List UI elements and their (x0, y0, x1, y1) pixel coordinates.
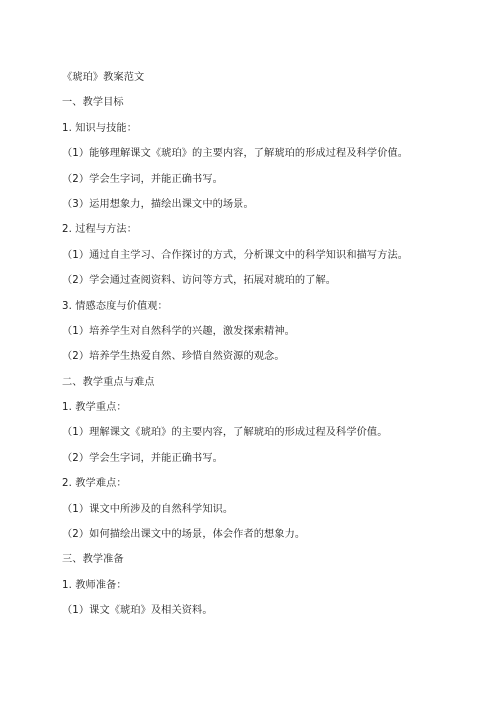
section-heading-focus-difficulty: 二、教学重点与难点 (62, 376, 155, 388)
paragraph-line: （1）课文中所涉及的自然科学知识。 (62, 503, 234, 515)
section-heading-objectives: 一、教学目标 (62, 97, 124, 109)
document-body (62, 65, 472, 624)
subheading-process-methods: 2. 过程与方法： (62, 224, 137, 236)
paragraph-line: （1）理解课文《琥珀》的主要内容，了解琥珀的形成过程及科学价值。 (62, 427, 388, 439)
paragraph-line: （1）培养学生对自然科学的兴趣，激发探索精神。 (62, 325, 295, 337)
paragraph-line: （2）学会生字词，并能正确书写。 (62, 173, 223, 185)
paragraph-line: （1）课文《琥珀》及相关资料。 (62, 605, 213, 617)
paragraph-line: （1）能够理解课文《琥珀》的主要内容，了解琥珀的形成过程及科学价值。 (62, 148, 409, 160)
subheading-attitudes-values: 3. 情感态度与价值观： (62, 300, 168, 312)
subheading-teacher-preparation: 1. 教师准备： (62, 579, 127, 591)
paragraph-line: （2）学会生字词，并能正确书写。 (62, 452, 223, 464)
paragraph-line: （2）学会通过查阅资料、访问等方式，拓展对琥珀的了解。 (62, 275, 337, 287)
subheading-knowledge-skills: 1. 知识与技能： (62, 122, 137, 134)
paragraph-line: （2）培养学生热爱自然、珍惜自然资源的观念。 (62, 351, 285, 363)
paragraph-line: （3）运用想象力，描绘出课文中的场景。 (62, 198, 254, 210)
paragraph-line: （1）通过自主学习、合作探讨的方式，分析课文中的科学知识和描写方法。 (62, 249, 409, 261)
subheading-difficulty: 2. 教学难点： (62, 478, 127, 490)
document-title: 《琥珀》教案范文 (62, 72, 145, 83)
subheading-focus: 1. 教学重点： (62, 402, 127, 414)
section-heading-preparation: 三、教学准备 (62, 554, 124, 566)
paragraph-line: （2）如何描绘出课文中的场景，体会作者的想象力。 (62, 529, 306, 541)
